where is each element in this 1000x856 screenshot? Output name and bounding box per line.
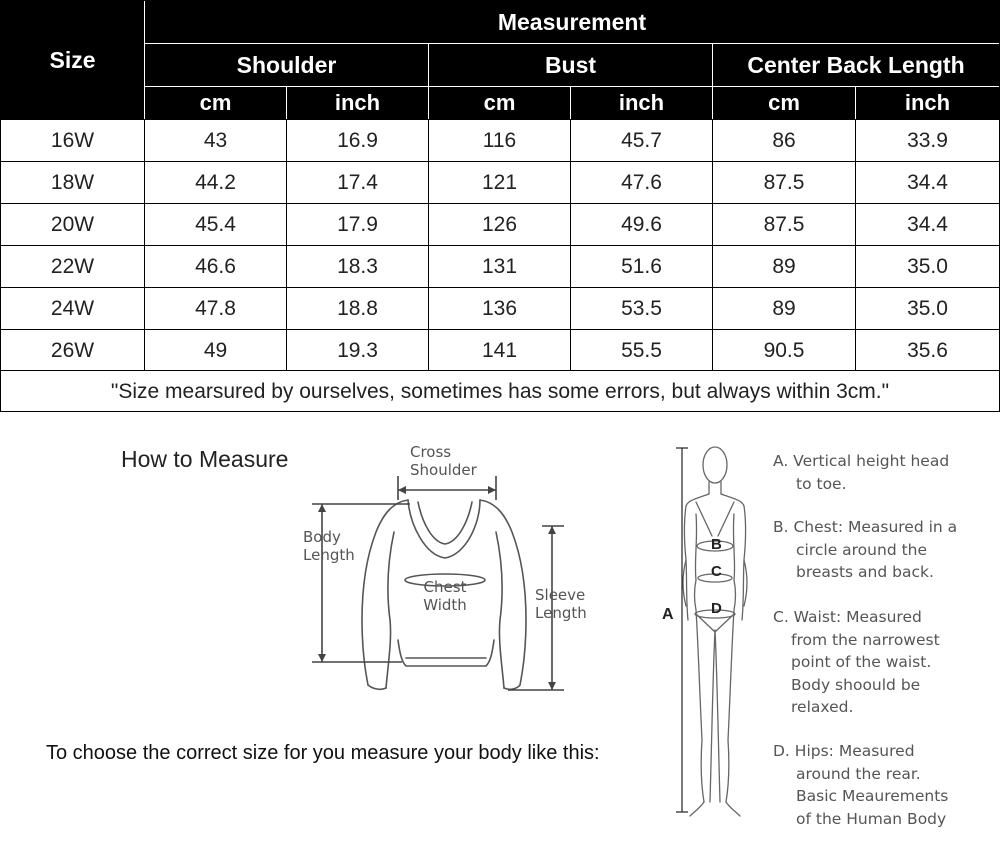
list-line: relaxed. — [791, 698, 854, 716]
value-cell: 141 — [481, 338, 518, 362]
value-cell: 90.5 — [763, 338, 805, 362]
label-line: Width — [423, 596, 467, 614]
list-line: B. Chest: Measured in a — [773, 518, 958, 536]
measurement-header: Measurement — [145, 1, 999, 43]
cross-shoulder-label — [410, 443, 477, 479]
label-line: Length — [303, 546, 355, 564]
measurement-list-a — [773, 450, 949, 495]
unit-header: cm — [713, 87, 855, 119]
sleeve-length-label — [535, 586, 587, 622]
value-cell: 121 — [481, 170, 518, 194]
value-cell: 89 — [772, 254, 796, 278]
value-cell: 44.2 — [195, 170, 236, 194]
size-cell: 24W — [50, 296, 95, 320]
label-line: Sleeve — [535, 586, 586, 604]
unit-header: inch — [287, 87, 428, 119]
list-line: point of the waist. — [791, 653, 932, 671]
size-cell: 16W — [50, 128, 95, 152]
table-divider — [0, 203, 1000, 204]
value-cell: 87.5 — [763, 170, 805, 194]
value-cell: 126 — [481, 212, 518, 236]
label-line: Length — [535, 604, 587, 622]
value-cell: 136 — [481, 296, 518, 320]
table-border — [0, 0, 1000, 1]
list-line: D. Hips: Measured — [773, 742, 915, 760]
value-cell: 51.6 — [621, 254, 662, 278]
list-line: breasts and back. — [796, 563, 934, 581]
table-border — [0, 0, 1, 412]
label-line: Body — [303, 528, 341, 546]
value-cell: 35.0 — [907, 296, 948, 320]
unit-header: inch — [856, 87, 999, 119]
size-cell: 18W — [50, 170, 95, 194]
value-cell: 55.5 — [621, 338, 662, 362]
value-cell: 34.4 — [907, 170, 948, 194]
unit-header: cm — [145, 87, 286, 119]
chest-width-label — [421, 578, 469, 614]
value-cell: 33.9 — [907, 128, 948, 152]
value-cell: 35.0 — [907, 254, 948, 278]
value-cell: 116 — [482, 128, 517, 152]
unit-header: inch — [571, 87, 712, 119]
how-to-measure-title: How to Measure — [121, 446, 289, 472]
table-divider — [855, 120, 856, 371]
table-divider — [570, 120, 571, 371]
value-cell: 47.6 — [621, 170, 662, 194]
marker-a: A — [662, 606, 674, 623]
size-cell: 26W — [50, 338, 95, 362]
table-divider — [144, 120, 145, 371]
value-cell: 17.9 — [337, 212, 378, 236]
value-cell: 131 — [481, 254, 518, 278]
unit-header: cm — [429, 87, 570, 119]
sweater-diagram — [290, 440, 610, 710]
list-line: Basic Meaurements — [796, 787, 949, 805]
table-divider — [0, 161, 1000, 162]
list-line: around the rear. — [796, 764, 921, 783]
marker-d: D — [711, 600, 722, 617]
size-header: Size — [1, 1, 144, 119]
table-divider — [712, 120, 713, 371]
list-line: C. Waist: Measured — [773, 608, 922, 626]
size-cell: 22W — [50, 254, 95, 278]
marker-c: C — [711, 563, 722, 580]
value-cell: 17.4 — [337, 170, 378, 194]
table-divider — [286, 120, 287, 371]
bust-header: Bust — [429, 44, 712, 86]
table-divider — [428, 120, 429, 371]
marker-b: B — [711, 536, 722, 553]
choose-size-instruction: To choose the correct size for you measure your body like this: — [46, 742, 600, 764]
body-length-label — [303, 528, 355, 564]
label-line: Cross — [410, 443, 452, 461]
list-line: from the narrowest — [791, 630, 940, 649]
measurement-list-d — [773, 740, 948, 830]
list-line: circle around the — [796, 540, 928, 559]
value-cell: 86 — [772, 128, 796, 152]
value-cell: 16.9 — [337, 128, 378, 152]
measurement-list-b — [773, 516, 957, 584]
value-cell: 18.8 — [337, 296, 378, 320]
label-line: Shoulder — [410, 461, 477, 479]
value-cell: 35.6 — [907, 338, 948, 362]
measurement-list-c — [773, 606, 940, 719]
label-line: Chest — [423, 578, 467, 596]
value-cell: 45.4 — [195, 212, 236, 236]
value-cell: 89 — [772, 296, 796, 320]
value-cell: 49.6 — [621, 212, 662, 236]
table-divider — [0, 245, 1000, 246]
value-cell: 43 — [203, 128, 228, 152]
value-cell: 19.3 — [337, 338, 378, 362]
value-cell: 18.3 — [337, 254, 378, 278]
size-cell: 20W — [50, 212, 95, 236]
measurement-note: "Size mearsured by ourselves, sometimes has some errors, but always within 3cm." — [110, 379, 890, 403]
table-divider — [0, 119, 1000, 120]
table-divider — [0, 329, 1000, 330]
size-chart-table — [0, 0, 1000, 412]
center-back-length-header: Center Back Length — [713, 44, 999, 86]
value-cell: 46.6 — [195, 254, 236, 278]
value-cell: 45.7 — [621, 128, 662, 152]
value-cell: 34.4 — [907, 212, 948, 236]
body-figure — [660, 440, 770, 850]
value-cell: 53.5 — [621, 296, 662, 320]
value-cell: 47.8 — [195, 296, 236, 320]
table-divider — [0, 287, 1000, 288]
list-line: to toe. — [796, 474, 847, 493]
value-cell: 87.5 — [763, 212, 805, 236]
shoulder-header: Shoulder — [145, 44, 428, 86]
list-line: Body shoould be — [791, 675, 921, 694]
list-line: of the Human Body — [796, 809, 947, 828]
list-line: A. Vertical height head — [773, 452, 950, 470]
value-cell: 49 — [203, 338, 228, 362]
